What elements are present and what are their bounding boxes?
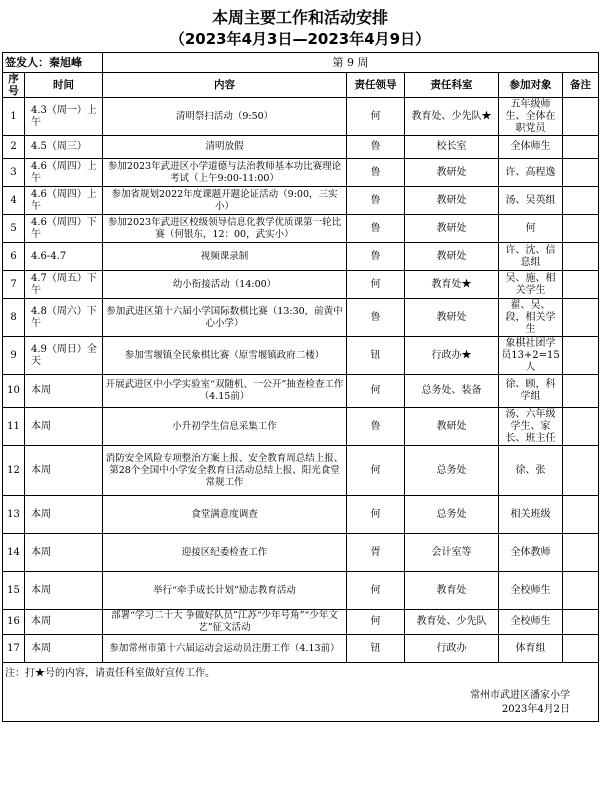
cell-participants: 体育组 [499,635,563,663]
cell-content: 清明放假 [103,136,347,159]
cell-participants: 全体师生 [499,136,563,159]
cell-participants: 翟、吴、段，相关学生 [499,299,563,337]
cell-index: 11 [3,408,25,446]
table-row [3,534,599,572]
cell-time: 4.8（周六）下午 [25,299,103,337]
cell-dept: 教研处 [405,243,499,271]
cell-participants: 何 [499,215,563,243]
header-note: 备注 [563,73,599,98]
cell-leader: 鲁 [347,136,405,159]
cell-content: 部署“学习二十大 争做好队员”江苏“少年号角”“少年文艺”征文活动 [103,610,347,635]
cell-note [563,136,599,159]
cell-dept: 教育处、少先队 [405,610,499,635]
cell-leader: 鲁 [347,408,405,446]
schedule-table [2,52,599,722]
cell-content: 食堂满意度调查 [103,496,347,534]
cell-time: 4.9（周日）全天 [25,337,103,375]
header-dept: 责任科室 [405,73,499,98]
cell-index: 9 [3,337,25,375]
cell-content: 参加省规划2022年度课题开题论证活动（9:00，三实小） [103,187,347,215]
cell-note [563,271,599,299]
cell-dept: 会计室等 [405,534,499,572]
cell-dept: 总务处 [405,446,499,496]
issue-date: 2023年4月2日 [501,704,571,715]
cell-note [563,215,599,243]
cell-dept: 校长室 [405,136,499,159]
cell-leader: 何 [347,271,405,299]
header-leader: 责任领导 [347,73,405,98]
cell-content: 参加雪堰镇全民象棋比赛（原雪堰镇政府二楼） [103,337,347,375]
cell-leader: 钮 [347,635,405,663]
cell-index: 14 [3,534,25,572]
cell-time: 本周 [25,635,103,663]
page-title: 本周主要工作和活动安排 [211,8,388,27]
cell-note [563,98,599,136]
table-row [3,98,599,136]
cell-leader: 鲁 [347,215,405,243]
cell-content: 举行“牵手成长计划”励志教育活动 [103,572,347,610]
table-row [3,271,599,299]
cell-note [563,375,599,408]
cell-participants: 五年级师生、全体在职党员 [499,98,563,136]
cell-note [563,635,599,663]
footnote-row [3,663,599,686]
cell-note [563,408,599,446]
cell-index: 13 [3,496,25,534]
table-row [3,215,599,243]
cell-content: 视频课录制 [103,243,347,271]
cell-time: 本周 [25,496,103,534]
cell-leader: 何 [347,572,405,610]
header-time: 时间 [25,73,103,98]
table-row [3,610,599,635]
cell-leader: 钮 [347,337,405,375]
cell-time: 4.6-4.7 [25,243,103,271]
cell-note [563,187,599,215]
cell-index: 12 [3,446,25,496]
table-row [3,187,599,215]
cell-content: 参加2023年武进区小学道德与法治教师基本功比赛理论考试（上午9:00-11:00） [103,159,347,187]
cell-leader: 鲁 [347,299,405,337]
cell-note [563,610,599,635]
cell-note [563,572,599,610]
header-participants: 参加对象 [499,73,563,98]
signoff [3,685,599,722]
cell-leader: 何 [347,446,405,496]
cell-index: 8 [3,299,25,337]
cell-note [563,496,599,534]
cell-time: 本周 [25,610,103,635]
cell-content: 幼小衔接活动（14:00） [103,271,347,299]
cell-content: 清明祭扫活动（9:50） [103,98,347,136]
cell-dept: 总务处 [405,496,499,534]
cell-time: 4.6（周四）上午 [25,187,103,215]
cell-index: 3 [3,159,25,187]
cell-time: 本周 [25,534,103,572]
week-label: 第 9 周 [103,53,599,73]
cell-participants: 相关班级 [499,496,563,534]
cell-index: 4 [3,187,25,215]
cell-dept: 总务处、装备 [405,375,499,408]
cell-index: 15 [3,572,25,610]
cell-participants: 汤、六年级学生、家长、班主任 [499,408,563,446]
table-row [3,408,599,446]
cell-dept: 教研处 [405,159,499,187]
cell-note [563,446,599,496]
cell-time: 本周 [25,572,103,610]
cell-content: 开展武进区中小学实验室“双随机、一公开”抽查检查工作（4.15前） [103,375,347,408]
cell-participants: 许、沈、信息组 [499,243,563,271]
table-row [3,159,599,187]
table-row [3,446,599,496]
issuer-label: 签发人：秦旭峰 [3,53,103,73]
cell-time: 4.3（周一）上午 [25,98,103,136]
signoff-row [3,685,599,722]
header-index: 序号 [3,73,25,98]
cell-leader: 何 [347,610,405,635]
cell-participants: 徐、顾，科学组 [499,375,563,408]
cell-dept: 教育处★ [405,271,499,299]
cell-time: 4.6（周四）下午 [25,215,103,243]
cell-index: 1 [3,98,25,136]
cell-leader: 鲁 [347,159,405,187]
cell-participants: 全校师生 [499,610,563,635]
cell-note [563,337,599,375]
cell-time: 本周 [25,375,103,408]
cell-participants: 徐、张 [499,446,563,496]
cell-leader: 鲁 [347,243,405,271]
cell-index: 17 [3,635,25,663]
header-content: 内容 [103,73,347,98]
cell-index: 2 [3,136,25,159]
cell-participants: 吴、施、相关学生 [499,271,563,299]
table-row [3,136,599,159]
table-row [3,375,599,408]
cell-dept: 行政办 [405,635,499,663]
cell-index: 7 [3,271,25,299]
table-row [3,299,599,337]
cell-leader: 鲁 [347,187,405,215]
table-row [3,635,599,663]
cell-time: 本周 [25,446,103,496]
school-name: 常州市武进区潘家小学 [470,690,571,701]
cell-participants: 许、高程逸 [499,159,563,187]
cell-leader: 胥 [347,534,405,572]
table-header-row [3,73,599,98]
footnote: 注：打★号的内容，请责任科室做好宣传工作。 [3,663,599,686]
cell-participants: 全体教师 [499,534,563,572]
cell-time: 4.6（周四）上午 [25,159,103,187]
table-row [3,572,599,610]
table-row [3,496,599,534]
cell-dept: 教研处 [405,408,499,446]
cell-content: 参加武进区第十六届小学国际数棋比赛（13:30，前黄中心小学） [103,299,347,337]
cell-time: 4.5（周三） [25,136,103,159]
cell-note [563,243,599,271]
cell-participants: 汤、吴英组 [499,187,563,215]
cell-dept: 教育处、少先队★ [405,98,499,136]
table-row [3,243,599,271]
cell-dept: 教研处 [405,187,499,215]
cell-leader: 何 [347,375,405,408]
cell-leader: 何 [347,98,405,136]
cell-dept: 行政办★ [405,337,499,375]
sign-row [3,53,599,73]
cell-dept: 教育处 [405,572,499,610]
cell-index: 6 [3,243,25,271]
cell-index: 16 [3,610,25,635]
cell-dept: 教研处 [405,215,499,243]
cell-index: 5 [3,215,25,243]
cell-content: 消防安全风险专项整治方案上报、安全教育周总结上报、第28个全国中小学安全教育日活动总结上报、阳光食堂常规工作 [103,446,347,496]
cell-content: 参加常州市第十六届运动会运动员注册工作（4.13前） [103,635,347,663]
table-row [3,337,599,375]
cell-note [563,534,599,572]
cell-dept: 教研处 [405,299,499,337]
cell-time: 本周 [25,408,103,446]
cell-participants: 全校师生 [499,572,563,610]
cell-content: 小升初学生信息采集工作 [103,408,347,446]
date-range-subtitle: （2023年4月3日—2023年4月9日） [169,30,431,48]
cell-index: 10 [3,375,25,408]
cell-content: 参加2023年武进区校级领导信息化教学优质课第一轮比赛（何银东，12：00，武实小） [103,215,347,243]
cell-time: 4.7（周五）下午 [25,271,103,299]
cell-leader: 何 [347,496,405,534]
cell-participants: 象棋社团学员13+2=15人 [499,337,563,375]
cell-content: 迎接区纪委检查工作 [103,534,347,572]
cell-note [563,299,599,337]
cell-note [563,159,599,187]
